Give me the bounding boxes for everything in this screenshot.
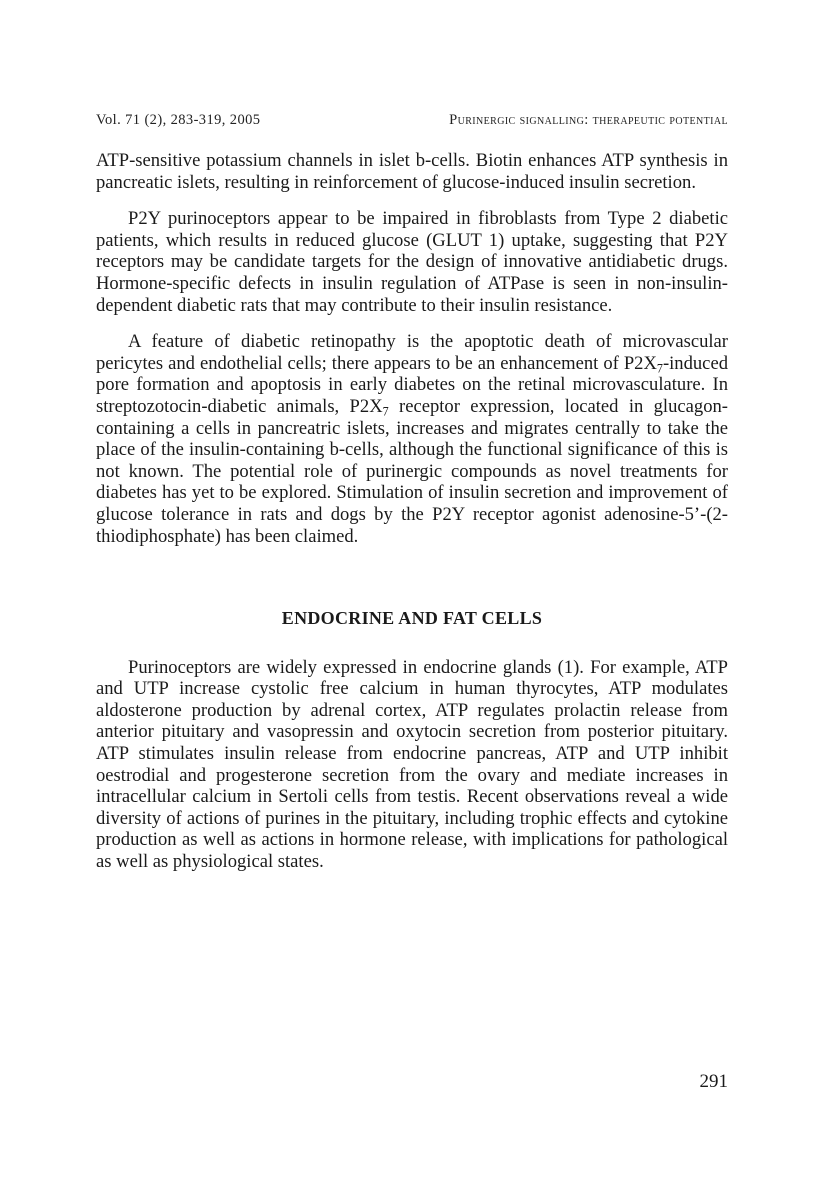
paragraph-4: Purinoceptors are widely expressed in endocrine glands (1). For example, ATP and UTP increase cystolic free calcium in human thyrocytes, ATP modulates aldosterone production by adrenal cortex, ATP regulates prolactin release from anterior pituitary and vasopressin and oxytocin secretion from posterior pituitary. ATP stimulates insulin release from endocrine pancreas, ATP and UTP inhibit oestrodial and progesterone secretion from the ovary and mediate increases in intracellular calcium in Sertoli cells from testis. Recent observations reveal a wide diversity of actions of purines in the pituitary, including trophic effects and cytokine production as well as actions in hormone release, with implications for pathological as well as physiological states. xyxy=(96,656,728,873)
paragraph-2: P2Y purinoceptors appear to be impaired in fibroblasts from Type 2 diabetic patients, which results in reduced glucose (GLUT 1) uptake, suggesting that P2Y receptors may be candidate targets for the design of innovative antidiabetic drugs. Hormone-specific defects in insulin regulation of ATPase is seen in non-insulin-dependent diabetic rats that may contribute to their insulin resistance. xyxy=(96,208,728,316)
subscript-7: 7 xyxy=(656,361,663,376)
running-title: Purinergic signalling: therapeutic potential xyxy=(449,112,728,128)
body-text xyxy=(96,150,728,888)
paragraph-3-part-3: receptor expression, located in glucagon-containing a cells in pancreatric islets, increases and migrates centrally to take the place of the insulin-containing b-cells, although the functional significance of this is not known. The potential role of purinergic compounds as novel treatments for diabetes has yet to be explored. Stimulation of insulin secretion and improvement of glucose tolerance in rats and dogs by the P2Y receptor agonist adenosine-5’-(2-thiodiphosphate) has been claimed. xyxy=(96,395,728,547)
paragraph-1: ATP-sensitive potassium channels in islet b-cells. Biotin enhances ATP synthesis in pancreatic islets, resulting in reinforcement of glucose-induced insulin secretion. xyxy=(96,150,728,193)
paragraph-3-part-2: -induced pore formation and apoptosis in early diabetes on the retinal microvasculature. In streptozotocin-diabetic animals, P2X xyxy=(96,352,728,417)
journal-citation: Vol. 71 (2), 283-319, 2005 xyxy=(96,112,261,128)
subscript-7: 7 xyxy=(382,404,389,419)
page-number: 291 xyxy=(699,1071,728,1092)
paragraph-3-part-1: A feature of diabetic retinopathy is the apoptotic death of microvascular pericytes and endothelial cells; there appears to be an enhancement of P2X xyxy=(96,331,728,374)
section-heading: ENDOCRINE AND FAT CELLS xyxy=(281,608,543,629)
paragraph-3 xyxy=(96,331,728,547)
